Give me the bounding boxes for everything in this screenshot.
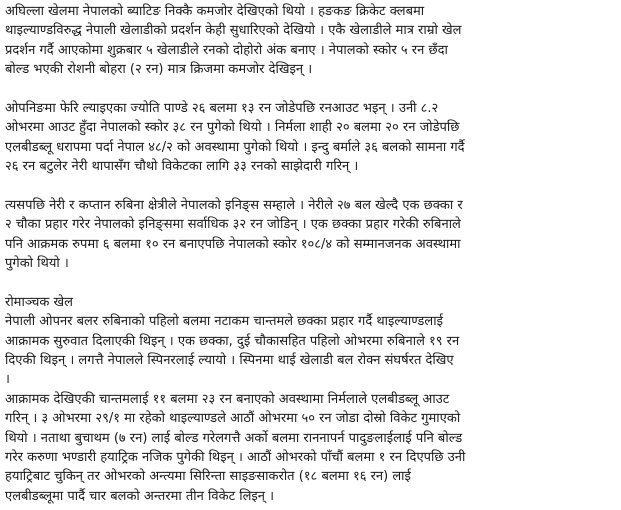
text-line: २ चौका प्रहार गरेर नेपालको इनिङ्समा सर्वाधिक ३२ रन जोडिन् । एक छक्का प्रहार गरेकी रुबिनाले <box>5 217 461 233</box>
text-line: पनि आक्रमक रुपमा ६ बलमा १० रन बनाएपछि नेपालको स्कोर १०८/४ को सम्मानजनक अवस्थामा <box>5 236 461 252</box>
text-line: पुगेको थियो । <box>5 256 69 272</box>
text-line: थाइल्याण्डविरुद्ध नेपाली खेलाडीको प्रदर्शन केही सुधारिएको देखियो । एकै खेलाडीले मात्र राम्रो खेल <box>5 23 462 39</box>
text-line: गरिन् । ३ ओभरमा २९/१ मा रहेको थाइल्याण्डले आठौं ओभरमा ५० रन जोडा दोस्रो विकेट गुमाएको <box>5 411 461 427</box>
text-line: दिएकी थिइन् । लगत्तै नेपालले स्पिनरलाई ल्यायो । स्पिनमा थाई खेलाडी बल रोक्न संघर्षरत देखिए <box>5 353 454 369</box>
paragraph-openers <box>5 99 617 177</box>
text-line: एलबीडब्लूमा पार्दै चार बलको अन्तरमा तीन विकेट लिइन् । <box>5 488 275 504</box>
text-line: २६ रन बटुलेर नेरी थापासँग चौथो विकेटका लागि ३३ रनको साझेदारी गरिन् । <box>5 159 359 175</box>
text-line: ओभरमा आउट हुँदा नेपालको स्कोर ३८ रन पुगेको थियो । निर्मला शाही २० बलमा २० रन जोडेपछि <box>5 120 460 136</box>
paragraph-batting-intro <box>5 2 617 80</box>
text-line: आक्रामक सुरुवात दिलाएकी थिइन् । एक छक्का, दुई चौकासहित पहिलो ओभरमा रुबिनाले १९ रन <box>5 333 460 349</box>
section-subheading: रोमाञ्चक खेल <box>5 294 73 310</box>
text-line: बोल्ड भएकी रोशनी बोहरा (२ रन) मात्र क्रिजमा कमजोर देखिइन् । <box>5 62 313 78</box>
text-line: नेपाली ओपनर बलर रुबिनाको पहिलो बलमा नटाकम चान्तमले छक्का प्रहार गर्दै थाइल्याण्डलाई <box>5 314 443 330</box>
text-line: अघिल्ला खेलमा नेपालको ब्याटिङ निक्कै कमजोर देखिएको थियो । हङकङ क्रिकेट क्लबमा <box>5 4 425 19</box>
text-line: हयाट्रिबाट चुकिन् तर ओभरको अन्त्यमा सिरिन्ता साइङसाकरोत (१८ बलमा १६ रन) लाई <box>5 469 411 485</box>
text-line: थियो । नताथा बुचाथम (७ रन) लाई बोल्ड गरेलगत्तै अर्को बलमा राननापर्न पादुङलाईलाई पनि बोल्ड <box>5 430 463 446</box>
paragraph-spacer <box>5 80 617 99</box>
text-line: आक्रामक देखिएकी चान्तमलाई ११ बलमा २३ रन बनाएको अवस्थामा निर्मलाले एलबीडब्लू आउट <box>5 391 450 407</box>
paragraph-spacer <box>5 177 617 196</box>
text-line: ओपनिङमा फेरि ल्याइएका ज्योति पाण्डे २६ बलमा १३ रन जोडेपछि रनआउट भइन् । उनी ८.२ <box>5 100 439 116</box>
paragraph-thrilling-game <box>5 293 617 506</box>
paragraph-middle-order <box>5 196 617 274</box>
text-line: त्यसपछि नेरी र कप्तान रुबिना क्षेत्रीले नेपालको इनिङ्स सम्हाले । नेरीले २७ बल खेल्दै एक छक्का र <box>5 197 463 213</box>
article-body <box>5 2 617 506</box>
text-line: प्रदर्शन गर्दै आएकोमा शुक्रबार ५ खेलाडीले रनको दोहोरो अंक बनाए । नेपालको स्कोर ५ रन छँदा <box>5 42 448 58</box>
text-line: एलबीडब्लू धरापमा पर्दा नेपाल ४८/२ को अवस्थामा पुगेको थियो । इन्दु बर्माले ३६ बलको सामना गर्दै <box>5 139 465 155</box>
text-line: । <box>5 372 10 388</box>
text-line: गरेर करुणा भण्डारी हयाट्रिक नजिक पुगेकी थिइन् । आठौं ओभरको पाँचौं बलमा १ रन दिएपछि उनी <box>5 449 466 465</box>
paragraph-spacer <box>5 273 617 292</box>
